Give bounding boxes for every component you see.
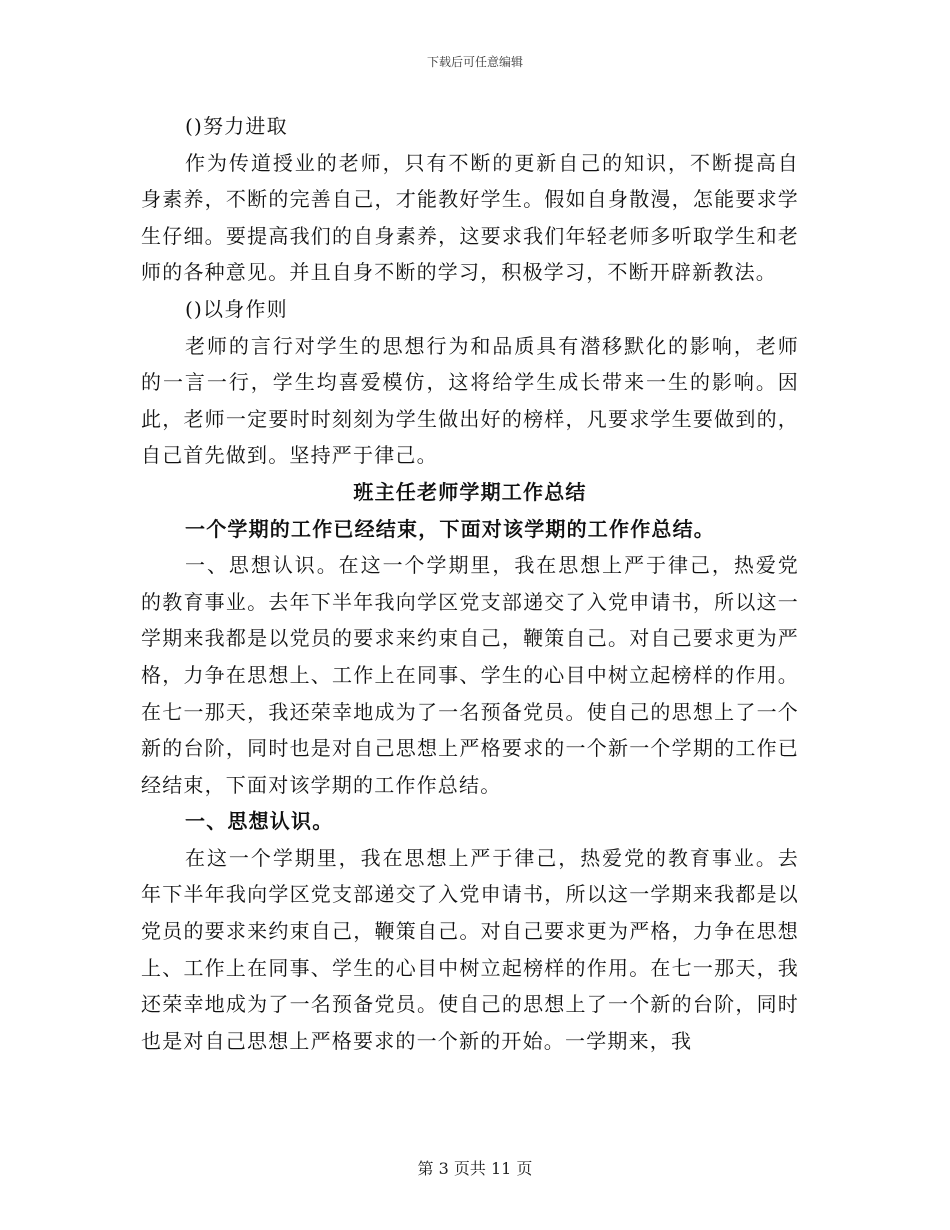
document-title: 班主任老师学期工作总结	[353, 479, 587, 504]
paragraph-thought-1: 一、思想认识。在这一个学期里，我在思想上严于律己，热爱党的教育事业。去年下半年我向学区党支部递交了入党申请书，所以这一学期来我都是以党员的要求来约束自己，鞭策自己。对自己要求更为严格，力争在思想上、工作上在同事、学生的心目中树立起榜样的作用。在七一那天，我还荣幸地成为了一名预备党员。使自己的思想上了一个新的台阶，同时也是对自己思想上严格要求的一个新一个学期的工作已经结束，下面对该学期的工作作总结。	[141, 553, 799, 797]
document-body	[141, 108, 799, 1059]
section-heading-thought: 一、思想认识。	[185, 809, 334, 834]
paragraph-thought-2: 在这一个学期里，我在思想上严于律己，热爱党的教育事业。去年下半年我向学区党支部递交了入党申请书，所以这一学期来我都是以党员的要求来约束自己，鞭策自己。对自己要求更为严格，力争在思想上、工作上在同事、学生的心目中树立起榜样的作用。在七一那天，我还荣幸地成为了一名预备党员。使自己的思想上了一个新的台阶，同时也是对自己思想上严格要求的一个新的开始。一学期来，我	[141, 845, 799, 1053]
page-footer: 第 3 页共 11 页	[417, 1159, 533, 1178]
section-heading-example: ()以身作则	[185, 296, 288, 321]
document-subtitle: 一个学期的工作已经结束，下面对该学期的工作作总结。	[185, 516, 715, 541]
paragraph-strive: 作为传道授业的老师，只有不断的更新自己的知识，不断提高自身素养，不断的完善自己，才能教好学生。假如自身散漫，怎能要求学生仔细。要提高我们的自身素养，这要求我们年轻老师多听取学生和老师的各种意见。并且自身不断的学习，积极学习，不断开辟新教法。	[141, 150, 799, 285]
paragraph-example: 老师的言行对学生的思想行为和品质具有潜移默化的影响，老师的一言一行，学生均喜爱模仿，这将给学生成长带来一生的影响。因此，老师一定要时时刻刻为学生做出好的榜样，凡要求学生要做到的，自己首先做到。坚持严于律己。	[141, 333, 799, 468]
page-header: 下载后可任意编辑	[426, 55, 523, 69]
section-heading-strive: ()努力进取	[185, 114, 288, 138]
